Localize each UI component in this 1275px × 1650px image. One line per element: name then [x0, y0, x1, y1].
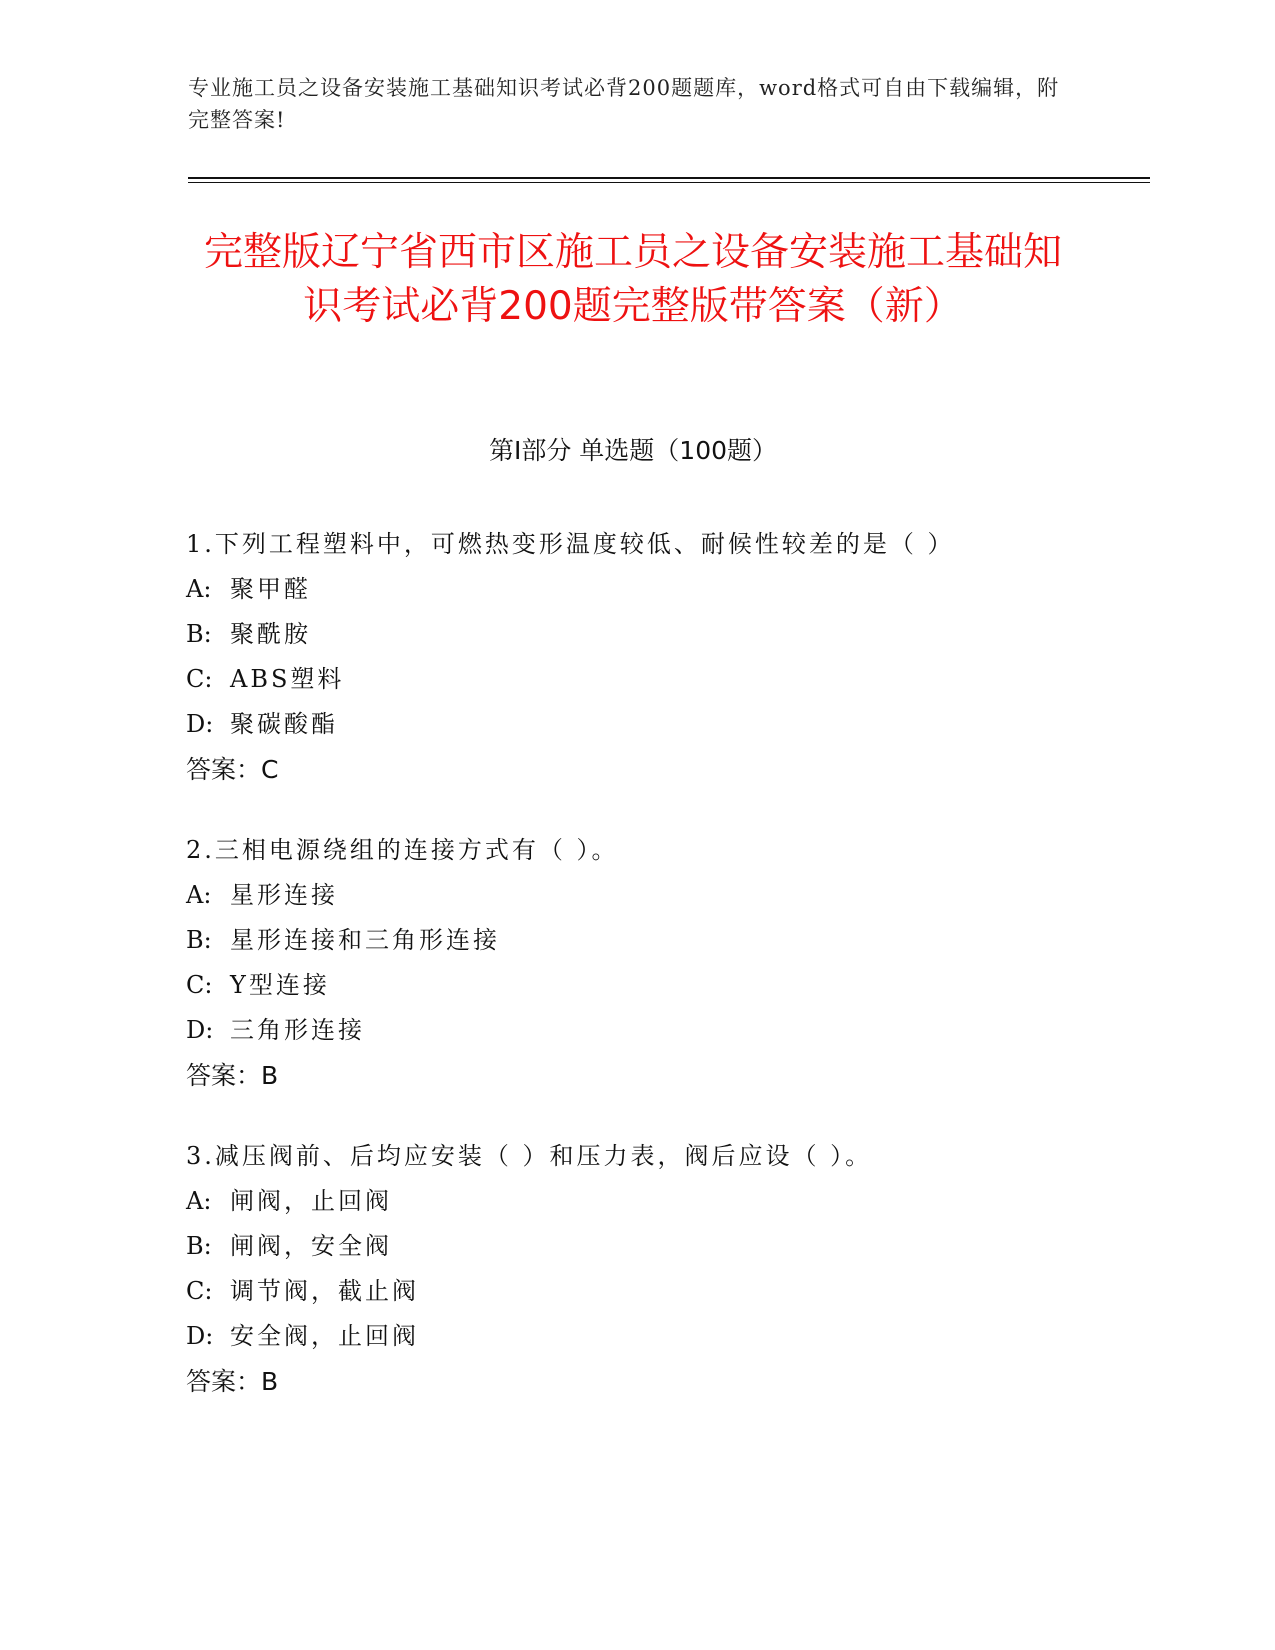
header-rule-thin — [188, 182, 1150, 183]
option-key: B: — [186, 620, 212, 648]
option-key: A: — [186, 881, 212, 909]
option-c — [186, 1269, 1086, 1314]
option-key: A: — [186, 1187, 212, 1215]
option-a — [186, 1179, 1086, 1224]
document-title: 完整版辽宁省西市区施工员之设备安装施工基础知识考试必背200题完整版带答案（新） — [203, 230, 1062, 329]
question-stem: 1.下列工程塑料中，可燃热变形温度较低、耐候性较差的是（ ） — [186, 530, 955, 558]
option-text: 星形连接和三角形连接 — [230, 926, 500, 954]
option-key: C: — [186, 1277, 213, 1305]
option-text: 聚碳酸酯 — [230, 710, 338, 738]
option-d — [186, 702, 1086, 747]
option-text: 聚酰胺 — [230, 620, 311, 648]
option-c — [186, 657, 1086, 702]
header-rule-thick — [188, 177, 1150, 179]
option-text: 星形连接 — [230, 881, 338, 909]
question-1 — [186, 522, 1086, 792]
option-b — [186, 1224, 1086, 1269]
option-d — [186, 1314, 1086, 1359]
option-text: ABS塑料 — [230, 665, 345, 693]
option-key: B: — [186, 1232, 212, 1260]
section-title: 第Ⅰ部分 单选题（100题） — [488, 436, 778, 465]
option-text: 三角形连接 — [230, 1016, 365, 1044]
option-key: C: — [186, 971, 213, 999]
option-text: 闸阀，安全阀 — [230, 1232, 392, 1260]
question-list — [186, 522, 1086, 1440]
option-key: C: — [186, 665, 213, 693]
question-stem: 3.减压阀前、后均应安装（ ）和压力表，阀后应设（ ）。 — [186, 1142, 873, 1170]
option-b — [186, 612, 1086, 657]
option-c — [186, 963, 1086, 1008]
option-text: Y型连接 — [230, 971, 330, 999]
option-b — [186, 918, 1086, 963]
question-stem: 2.三相电源绕组的连接方式有（ ）。 — [186, 836, 619, 864]
header-note: 专业施工员之设备安装施工基础知识考试必背200题题库，word格式可自由下载编辑，附完整答案! — [188, 76, 1060, 132]
answer-line: 答案：C — [186, 755, 279, 784]
option-text: 聚甲醛 — [230, 575, 311, 603]
option-key: D: — [186, 1016, 214, 1044]
option-text: 调节阀，截止阀 — [230, 1277, 419, 1305]
answer-line: 答案：B — [186, 1367, 279, 1396]
option-a — [186, 873, 1086, 918]
option-d — [186, 1008, 1086, 1053]
question-3 — [186, 1134, 1086, 1404]
option-key: B: — [186, 926, 212, 954]
option-a — [186, 567, 1086, 612]
option-key: D: — [186, 710, 214, 738]
option-text: 闸阀，止回阀 — [230, 1187, 392, 1215]
question-2 — [186, 828, 1086, 1098]
option-text: 安全阀，止回阀 — [230, 1322, 419, 1350]
answer-line: 答案：B — [186, 1061, 279, 1090]
option-key: A: — [186, 575, 212, 603]
option-key: D: — [186, 1322, 214, 1350]
